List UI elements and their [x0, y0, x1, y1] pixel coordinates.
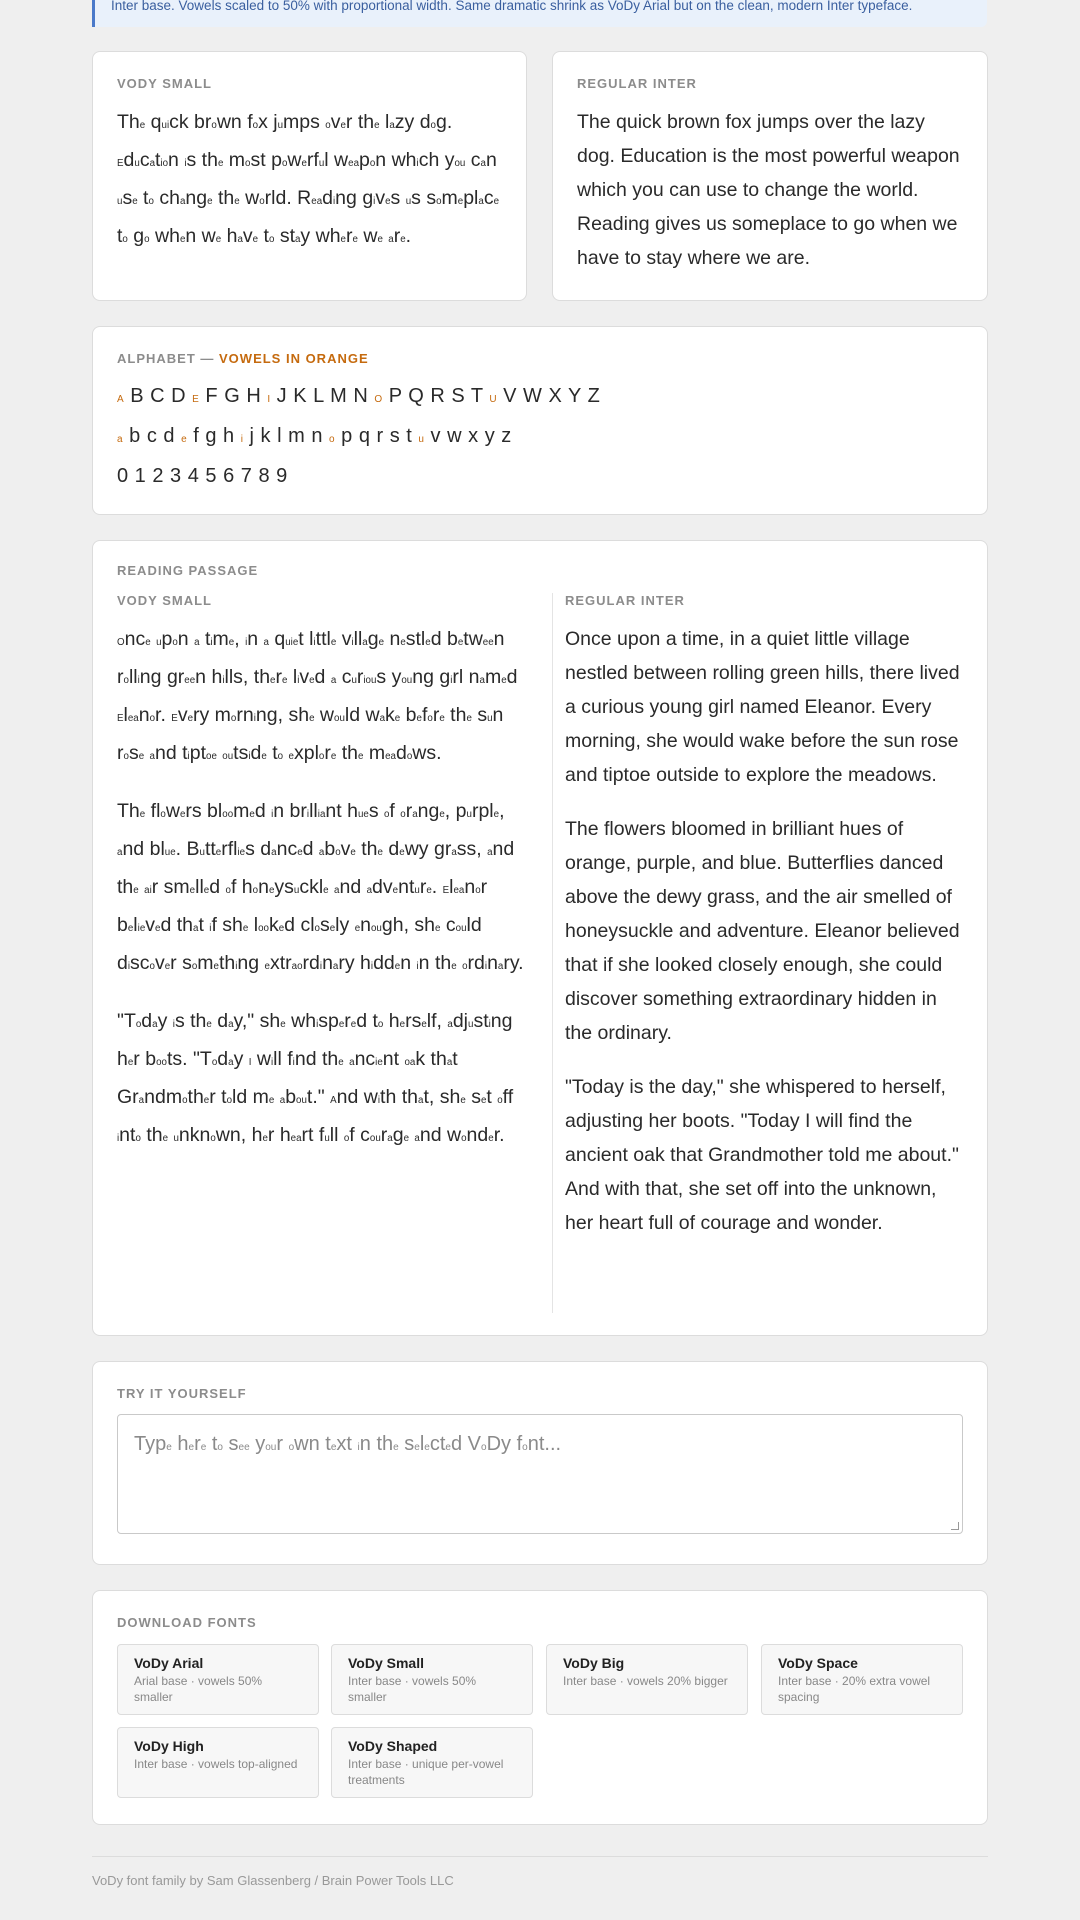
reading-column-vody: [117, 593, 527, 1176]
try-it-yourself-card: [92, 1361, 988, 1565]
sample-card-regular: [552, 51, 988, 301]
try-text-input[interactable]: [117, 1414, 963, 1534]
sample-regular-text: The quick brown fox jumps over the lazy dog. Education is the most powerful weapon which you can use to change the world. Reading gives us someplace to go when we have to stay where we are.: [577, 111, 960, 269]
download-vody-big[interactable]: [546, 1644, 748, 1715]
resize-handle-icon[interactable]: [951, 1522, 959, 1530]
alphabet-label-text: ALPHABET —: [117, 351, 215, 366]
reading-regular-label: REGULAR INTER: [565, 593, 685, 608]
font-name: VoDy Space: [778, 1655, 858, 1671]
sample-regular-label: REGULAR INTER: [577, 76, 697, 91]
sample-vody-label: VODY SMALL: [117, 76, 212, 91]
reading-vody-paragraph: Once upon a time, in a quiet little village nestled between rolling green hills, there lived a curious young girl named Eleanor. Every morning, she would wake before the sun rose and tiptoe outside to explore the meadows.: [117, 628, 518, 764]
sample-vody-text: The quick brown fox jumps over the lazy dog. Education is the most powerful weapon which you can use to change the world. Reading gives us someplace to go when we have to stay where we are.: [117, 111, 500, 247]
download-vody-small[interactable]: [331, 1644, 533, 1715]
reading-vody-label: VODY SMALL: [117, 593, 212, 608]
font-name: VoDy Arial: [134, 1655, 204, 1671]
font-description: Inter base · unique per-vowel treatments: [348, 1757, 504, 1787]
font-name: VoDy Small: [348, 1655, 424, 1671]
font-description: Arial base · vowels 50% smaller: [134, 1674, 263, 1704]
download-fonts-label: DOWNLOAD FONTS: [117, 1615, 257, 1630]
alphabet-vowel-label: VOWELS IN ORANGE: [219, 351, 369, 366]
font-name: VoDy Big: [563, 1655, 625, 1671]
alphabet-label: [117, 351, 963, 366]
font-description-text: Inter base. Vowels scaled to 50% with proportional width. Same dramatic shrink as VoDy Arial but on the clean, modern Inter typeface.: [111, 0, 913, 13]
download-vody-high[interactable]: [117, 1727, 319, 1798]
font-description: Inter base · vowels 50% smaller: [348, 1674, 477, 1704]
footer-credit: VoDy font family by Sam Glassenberg / Brain Power Tools LLC: [92, 1873, 454, 1888]
reading-passage-card: [92, 540, 988, 1336]
reading-passage-label: READING PASSAGE: [117, 563, 259, 578]
column-divider: [552, 593, 553, 1313]
reading-regular-paragraph: "Today is the day," she whispered to herself, adjusting her boots. "Today I will find the ancient oak that Grandmother told me about." And with that, she set off into the unknown, her heart full of courage and wonder.: [565, 1076, 959, 1234]
footer-divider: [92, 1856, 988, 1857]
reading-vody-paragraph: "Today is the day," she whispered to herself, adjusting her boots. "Today I will find the ancient oak that Grandmother told me about." And with that, she set off into the unknown, her heart full of courage and wonder.: [117, 1010, 514, 1146]
reading-vody-paragraph: The flowers bloomed in brilliant hues of orange, purple, and blue. Butterflies danced above the dewy grass, and the air smelled of honeysuckle and adventure. Eleanor believed that if she looked closely enough, she could discover something extraordinary hidden in the ordinary.: [117, 800, 524, 974]
font-name: VoDy High: [134, 1738, 204, 1754]
alphabet-card: [92, 326, 988, 515]
font-description: Inter base · vowels top-aligned: [134, 1757, 298, 1771]
reading-column-regular: [565, 593, 965, 1260]
reading-regular-paragraph: Once upon a time, in a quiet little village nestled between rolling green hills, there lived a curious young girl named Eleanor. Every morning, she would wake before the sun rose and tiptoe outside to explore the meadows.: [565, 628, 960, 786]
alphabet-lowercase-row: a b c d e f g h i j k l m n o p q r s t u v w x y z: [117, 425, 512, 447]
font-name: VoDy Shaped: [348, 1738, 438, 1754]
download-fonts-card: [92, 1590, 988, 1825]
download-vody-space[interactable]: [761, 1644, 963, 1715]
font-description: Inter base · vowels 20% bigger: [563, 1674, 728, 1688]
sample-card-vody: [92, 51, 527, 301]
font-description: Inter base · 20% extra vowel spacing: [778, 1674, 931, 1704]
try-it-yourself-label: TRY IT YOURSELF: [117, 1386, 247, 1401]
alphabet-uppercase-row: A B C D E F G H I J K L M N O P Q R S T U V W X Y Z: [117, 385, 601, 407]
reading-regular-paragraph: The flowers bloomed in brilliant hues of orange, purple, and blue. Butterflies danced above the dewy grass, and the air smelled of honeysuckle and adventure. Eleanor believed that if she looked closely enough, she could discover something extraordinary hidden in the ordinary.: [565, 818, 960, 1044]
try-input-placeholder: Type here to see your own text in the selected VoDy font...: [134, 1433, 562, 1455]
download-vody-shaped[interactable]: [331, 1727, 533, 1798]
download-vody-arial[interactable]: [117, 1644, 319, 1715]
alphabet-digits-row: 0 1 2 3 4 5 6 7 8 9: [117, 465, 288, 487]
font-description-banner: [92, 0, 987, 27]
